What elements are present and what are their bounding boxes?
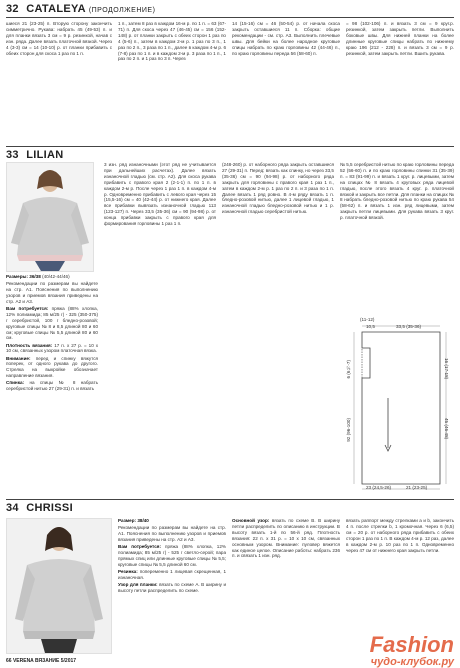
lilian-column-3: (248-260) р. от наборного ряда закрыть оставшиеся 27 (29-31) п. Перед: вязать как спинку, но через 33,5 (35-36) см = 90 (94-98) р. от наборного ряда закрыть для горловины с правого края 1 раз 1 п., затем в каждом 2-м р. 1 раз по 2 п. и 3 раза по 1 п. Далее вязать 1 ряд ровно. В 4-м ряду вязать 1 п. бледно-розовой нитью, далее 1 лицевой гладью, 1 изнаночной гладью бледно-розовой нитью и 1 р. изнаночной гладью серебристой нитью. (222, 162, 334, 215)
chrissi-photo (6, 518, 112, 654)
page-footer: 66 VERENA ВЯЗАНИЕ 5/2017 (6, 658, 77, 664)
schema-label-top-b: 33,5 (35-36) (396, 324, 422, 329)
schema-label-top-left: (11-12) (360, 317, 375, 322)
section-header-cataleya (6, 3, 155, 15)
lilian-pattern-schema (340, 318, 454, 494)
lilian-column-1: Размеры: 36/38 (40/42-44/46) Рекомендации по размерам вы найдете на стр. А1. Пояснения по выполнению узоров и приемов вязания приведены на стр. А2 и А3. Вам потребуется: пряжа (88% хлопка, 12% полиамида; 85 м/25 г) - 325 (350-375) г серебристой, 100 г бледно-розовой; круговые спицы № 8 и 8,5 длиной 80 и 60 см; круговые спицы № 5,5 длиной 80 и 60 см. Плотность вязания: 17 п. х 27 р. = 10 х 10 см, связанных узором платочная вязка. Внимание: перед и спинку вяжутся поперек, от одного рукава до другого. Стрелка на выкройке обозначает направление вязания. Спинка: на спицы № 8 набрать серебристой нитью 27 (29-31) п. и вязать (6, 274, 98, 392)
schema-label-left-a: 6 (6½-7) (346, 360, 351, 379)
chrissi-column-2: Размер: 38/40 Рекомендации по размерам вы найдете на стр. А1. Пояснения по выполнению узоров и приемов вязания приведены на стр. А2 и А3. Вам потребуется: пряжа (88% хлопка, 12% полиамида; 85 м/25 г) - 525 г светло-серой; пара прямых спиц или длинные круговые спицы № 5,5; круговые спицы № 5,5 длиной 60 см. Резинка: попеременно 1 лицевая скрещенная, 1 изнаночная. Узор для планки: вязать по схеме А. В ширину и высоту петли распределить по схеме. (118, 518, 226, 593)
cataleya-column-2: 1 п., затем 8 раз в каждом 16-м р. по 1 п. = 63 (67-71) п. Для скоса через 47 (46-45) см = 156 (152-148) р. от планки закрыть с обеих сторон 1 раз по 4 (5-6) п., затем в каждом 2-м р. 1 раз по 3 п., 1 раз по 2 п., 3 раза по 1 п., далее в каждом 4-м р. 6 (7-8) раз по 1 п. и в каждом 2-м р. 3 раза по 1 п., 1 раз по 2 п. и 1 раз по 3 п. Через (118, 21, 226, 62)
section-title: CHRISSI (26, 502, 73, 514)
cataleya-column-3: 14 (15-16) см = 46 (50-54) р. от начала скоса закрыть оставшиеся 11 п. Сборка: общие рекомендации - см. стр. А3. Выполнить плечевые швы. Для бейки на более народное круговые спицы набрать по краю горловины 42 (44-46) п., по краю горловины переда 56 (58-60) п. (232, 21, 340, 56)
watermark-logo: Fashion (369, 632, 454, 657)
section-divider (6, 146, 454, 147)
schema-label-right-b: 45 (46-48) (444, 418, 449, 440)
section-number: 32 (6, 3, 19, 15)
lilian-column-2: 3 изн. ряд изнаночными (этот ряд не учитывается при дальнейших расчетах). Далее вязать изнаночной гладью (см. стр. А2). Для скоса рукава прибавить с правого края 2 (2-1-1) п. по 1 п. в каждом 2-м р. После через 1 раз 1 п. в каждом 4-м р. Одновременно прибавить с левого края через 15 (15,5-16) см = 40 (42-44) р. от нижнего края. Далее все прибавки вывязать изнаночной гладью 113 (123-127) п. Через 33,5 (35-36) см = 90 (94-98) р. от конца прибавки закрыть с правого края для формирования горловины 1 раз 1 п. (104, 162, 216, 227)
schema-label-right-a: 16 (17-18) (444, 358, 449, 380)
watermark-site: чудо-клубок.ру (370, 656, 454, 668)
chrissi-column-3: Основной узор: вязать по схеме В. В ширину петли распределить по описанию в инструкции. В высоту вязать 1-й по 56-й ряд. Плотность вязания: 22 п. х 31 р. = 10 х 10 см, связанных основным узором. Внимание: пуловер вяжется как единое целое. Описание работы: набрать 236 п. и связать 1 изн. ряд. (232, 518, 340, 559)
lilian-photo (6, 162, 94, 272)
schema-label-left-b: 92 (96-100) (346, 418, 351, 442)
section-title: CATALEYA (26, 3, 86, 15)
section-number: 34 (6, 502, 19, 514)
lilian-column-4: № 5,5 серебристой нитью по краю горловины переда 52 (56-60) п. и по краю горловины спинки 31 (35-39) п. = 83 (91-99) п. и вязать 1 круг. р. лицевыми, затем на спицах № 8 вязать 4 круговых ряда лицевой гладью, после этого вязать 4 круг. р. платочной вязкой и закрыть все петли. Для планки на спицах № 8 набрать бледно-розовой нитью по краю рукава 54 (58-62) п. и вязать 1 изн. ряд лицевыми, затем закрыть петли лицевыми. Для рукава вязать 3 круг. р. платочной вязкой. (340, 162, 454, 221)
schema-label-bottom-b: 21 (23-25) (406, 485, 428, 490)
section-divider (6, 17, 454, 18)
section-continued: (ПРОДОЛЖЕНИЕ) (88, 7, 156, 14)
section-divider (6, 499, 454, 500)
section-header-lilian (6, 149, 63, 161)
schema-label-top-a: 10,5 (366, 324, 375, 329)
section-title: LILIAN (26, 149, 64, 161)
schema-label-bottom-a: 23 (24,5-26) (366, 485, 392, 490)
cataleya-column-4: = 98 (102-106) п. и вязать 3 см = 9 круг.р. резинкой, затем закрыть петли. Выполнить боковые швы. Для нижней планки на более длинные круговые спицы набрать по нижнему краю 196 (212 - 228) п. и вязать 3 см = 9 р. резинкой, затем закрыть петли. Вшить рукава. (346, 21, 454, 56)
section-header-chrissi (6, 502, 73, 514)
section-number: 33 (6, 149, 19, 161)
chrissi-column-4: вязать раппорт между стрелками а и b, закончить 4 п. после стрелки b, 1 кромочная. Через 6 (6,5) см = 20 р. от наборного ряда прибавить с обеих сторон 1 раз по 1 п. В каждом 4-м р. 12 раз, далее в каждом 2-м р. 10 раз по 1 п. Одновременно через 47 см от нижнего края закрыть петли. (346, 518, 454, 553)
cataleya-column-1: шиеся 21 (23-25) п. Вторую сторону закончить симметрично. Рукава: набрать 45 (49-53) п. и для планки вязать 3 см = 9 р. резинкой, начав с изн. ряда. Далее вязать платочной вязкой. Через 4 (3-3) см = 14 (10-10) р. от планки прибавить с обеих сторон для скоса 1 раз по 1 п. (6, 21, 112, 56)
